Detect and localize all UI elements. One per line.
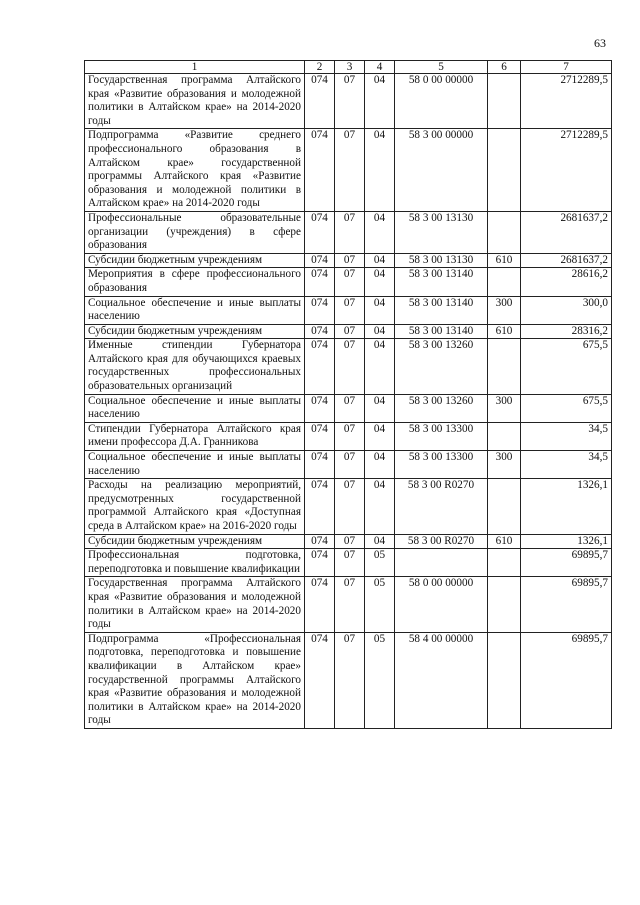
row-target-article: 58 3 00 13300: [395, 451, 488, 479]
column-header: 7: [521, 61, 612, 74]
row-section-code: 07: [335, 549, 365, 577]
row-grbs-code: 074: [305, 534, 335, 549]
row-name: Именные стипендии Губернатора Алтайского края для обучающихся краевых государственных профессиональных образовательных организаций: [85, 339, 305, 394]
row-grbs-code: 074: [305, 479, 335, 534]
row-grbs-code: 074: [305, 394, 335, 422]
row-name: Стипендии Губернатора Алтайского края имени профессора Д.А. Гранникова: [85, 422, 305, 450]
row-name: Подпрограмма «Профессиональная подготовка, переподготовка и повышение квалификации в Алтайском крае» государственной программы Алтайского края «Развитие образования и молодежной политики в Алтайском крае» на 2014-2020 годы: [85, 632, 305, 728]
row-subsection-code: 05: [365, 577, 395, 632]
row-subsection-code: 05: [365, 549, 395, 577]
table-row: [85, 534, 612, 549]
row-target-article: 58 0 00 00000: [395, 577, 488, 632]
row-expense-type: 300: [488, 451, 521, 479]
row-expense-type: [488, 74, 521, 129]
row-subsection-code: 04: [365, 422, 395, 450]
budget-table: [84, 60, 612, 729]
column-header: 4: [365, 61, 395, 74]
row-name: Государственная программа Алтайского края «Развитие образования и молодежной политики в Алтайском крае» на 2014-2020 годы: [85, 577, 305, 632]
row-name: Субсидии бюджетным учреждениям: [85, 534, 305, 549]
row-target-article: 58 3 00 00000: [395, 129, 488, 212]
table-row: [85, 324, 612, 339]
row-target-article: [395, 549, 488, 577]
row-subsection-code: 04: [365, 479, 395, 534]
row-section-code: 07: [335, 577, 365, 632]
row-expense-type: 610: [488, 324, 521, 339]
row-amount: 69895,7: [521, 632, 612, 728]
column-header: 6: [488, 61, 521, 74]
row-section-code: 07: [335, 394, 365, 422]
row-name: Профессиональные образовательные организации (учреждения) в сфере образования: [85, 211, 305, 253]
row-name: Расходы на реализацию мероприятий, предусмотренных государственной программой Алтайского края «Доступная среда в Алтайском крае» на 2016-2020 годы: [85, 479, 305, 534]
row-expense-type: [488, 211, 521, 253]
row-expense-type: [488, 549, 521, 577]
row-grbs-code: 074: [305, 324, 335, 339]
row-section-code: 07: [335, 324, 365, 339]
row-target-article: 58 3 00 13130: [395, 211, 488, 253]
row-target-article: 58 3 00 13260: [395, 339, 488, 394]
row-amount: 69895,7: [521, 549, 612, 577]
row-grbs-code: 074: [305, 129, 335, 212]
column-header: 3: [335, 61, 365, 74]
row-subsection-code: 04: [365, 451, 395, 479]
row-subsection-code: 04: [365, 296, 395, 324]
row-grbs-code: 074: [305, 253, 335, 268]
row-grbs-code: 074: [305, 632, 335, 728]
row-section-code: 07: [335, 253, 365, 268]
row-amount: 300,0: [521, 296, 612, 324]
row-subsection-code: 04: [365, 534, 395, 549]
row-expense-type: [488, 129, 521, 212]
row-target-article: 58 0 00 00000: [395, 74, 488, 129]
row-subsection-code: 04: [365, 394, 395, 422]
row-name: Государственная программа Алтайского края «Развитие образования и молодежной политики в Алтайском крае» на 2014-2020 годы: [85, 74, 305, 129]
row-expense-type: [488, 632, 521, 728]
table-row: [85, 549, 612, 577]
row-amount: 2681637,2: [521, 211, 612, 253]
row-expense-type: 610: [488, 253, 521, 268]
row-amount: 675,5: [521, 339, 612, 394]
page-number: 63: [594, 36, 606, 50]
row-subsection-code: 04: [365, 74, 395, 129]
row-section-code: 07: [335, 129, 365, 212]
row-target-article: 58 3 00 R0270: [395, 534, 488, 549]
row-subsection-code: 04: [365, 339, 395, 394]
row-amount: 28616,2: [521, 268, 612, 296]
row-grbs-code: 074: [305, 577, 335, 632]
column-header: 1: [85, 61, 305, 74]
row-subsection-code: 04: [365, 253, 395, 268]
row-amount: 2712289,5: [521, 129, 612, 212]
row-grbs-code: 074: [305, 268, 335, 296]
row-section-code: 07: [335, 339, 365, 394]
row-grbs-code: 074: [305, 211, 335, 253]
row-expense-type: 610: [488, 534, 521, 549]
row-name: Субсидии бюджетным учреждениям: [85, 324, 305, 339]
column-header: 5: [395, 61, 488, 74]
table-row: [85, 422, 612, 450]
row-subsection-code: 05: [365, 632, 395, 728]
row-amount: 34,5: [521, 451, 612, 479]
row-name: Социальное обеспечение и иные выплаты населению: [85, 394, 305, 422]
row-name: Мероприятия в сфере профессионального образования: [85, 268, 305, 296]
row-section-code: 07: [335, 534, 365, 549]
table-row: [85, 451, 612, 479]
row-name: Подпрограмма «Развитие среднего профессионального образования в Алтайском крае» государственной программы Алтайского края «Развитие образования и молодежной политики в Алтайском крае» на 2014-2020 годы: [85, 129, 305, 212]
table-row: [85, 339, 612, 394]
row-subsection-code: 04: [365, 324, 395, 339]
row-target-article: 58 3 00 13140: [395, 324, 488, 339]
row-grbs-code: 074: [305, 549, 335, 577]
table-header-row: [85, 61, 612, 74]
row-target-article: 58 3 00 13300: [395, 422, 488, 450]
row-amount: 1326,1: [521, 534, 612, 549]
row-expense-type: 300: [488, 394, 521, 422]
table-row: [85, 211, 612, 253]
row-grbs-code: 074: [305, 296, 335, 324]
table-row: [85, 632, 612, 728]
table-row: [85, 577, 612, 632]
row-grbs-code: 074: [305, 451, 335, 479]
row-subsection-code: 04: [365, 268, 395, 296]
row-target-article: 58 4 00 00000: [395, 632, 488, 728]
row-subsection-code: 04: [365, 129, 395, 212]
row-target-article: 58 3 00 13140: [395, 268, 488, 296]
row-name: Социальное обеспечение и иные выплаты населению: [85, 451, 305, 479]
row-amount: 2681637,2: [521, 253, 612, 268]
row-section-code: 07: [335, 422, 365, 450]
row-expense-type: [488, 577, 521, 632]
row-name: Профессиональная подготовка, переподготовка и повышение квалификации: [85, 549, 305, 577]
row-amount: 675,5: [521, 394, 612, 422]
row-target-article: 58 3 00 R0270: [395, 479, 488, 534]
row-section-code: 07: [335, 479, 365, 534]
row-section-code: 07: [335, 268, 365, 296]
row-section-code: 07: [335, 296, 365, 324]
table-row: [85, 296, 612, 324]
row-grbs-code: 074: [305, 74, 335, 129]
table-row: [85, 253, 612, 268]
row-grbs-code: 074: [305, 339, 335, 394]
row-expense-type: [488, 339, 521, 394]
table-row: [85, 394, 612, 422]
row-expense-type: [488, 479, 521, 534]
row-target-article: 58 3 00 13130: [395, 253, 488, 268]
row-target-article: 58 3 00 13260: [395, 394, 488, 422]
table-row: [85, 129, 612, 212]
row-section-code: 07: [335, 632, 365, 728]
table-row: [85, 74, 612, 129]
row-name: Социальное обеспечение и иные выплаты населению: [85, 296, 305, 324]
row-subsection-code: 04: [365, 211, 395, 253]
row-expense-type: [488, 268, 521, 296]
row-expense-type: [488, 422, 521, 450]
table-row: [85, 268, 612, 296]
row-target-article: 58 3 00 13140: [395, 296, 488, 324]
row-amount: 34,5: [521, 422, 612, 450]
row-name: Субсидии бюджетным учреждениям: [85, 253, 305, 268]
table-row: [85, 479, 612, 534]
row-grbs-code: 074: [305, 422, 335, 450]
row-amount: 2712289,5: [521, 74, 612, 129]
row-amount: 69895,7: [521, 577, 612, 632]
column-header: 2: [305, 61, 335, 74]
row-section-code: 07: [335, 74, 365, 129]
row-amount: 28316,2: [521, 324, 612, 339]
row-amount: 1326,1: [521, 479, 612, 534]
row-expense-type: 300: [488, 296, 521, 324]
row-section-code: 07: [335, 211, 365, 253]
row-section-code: 07: [335, 451, 365, 479]
